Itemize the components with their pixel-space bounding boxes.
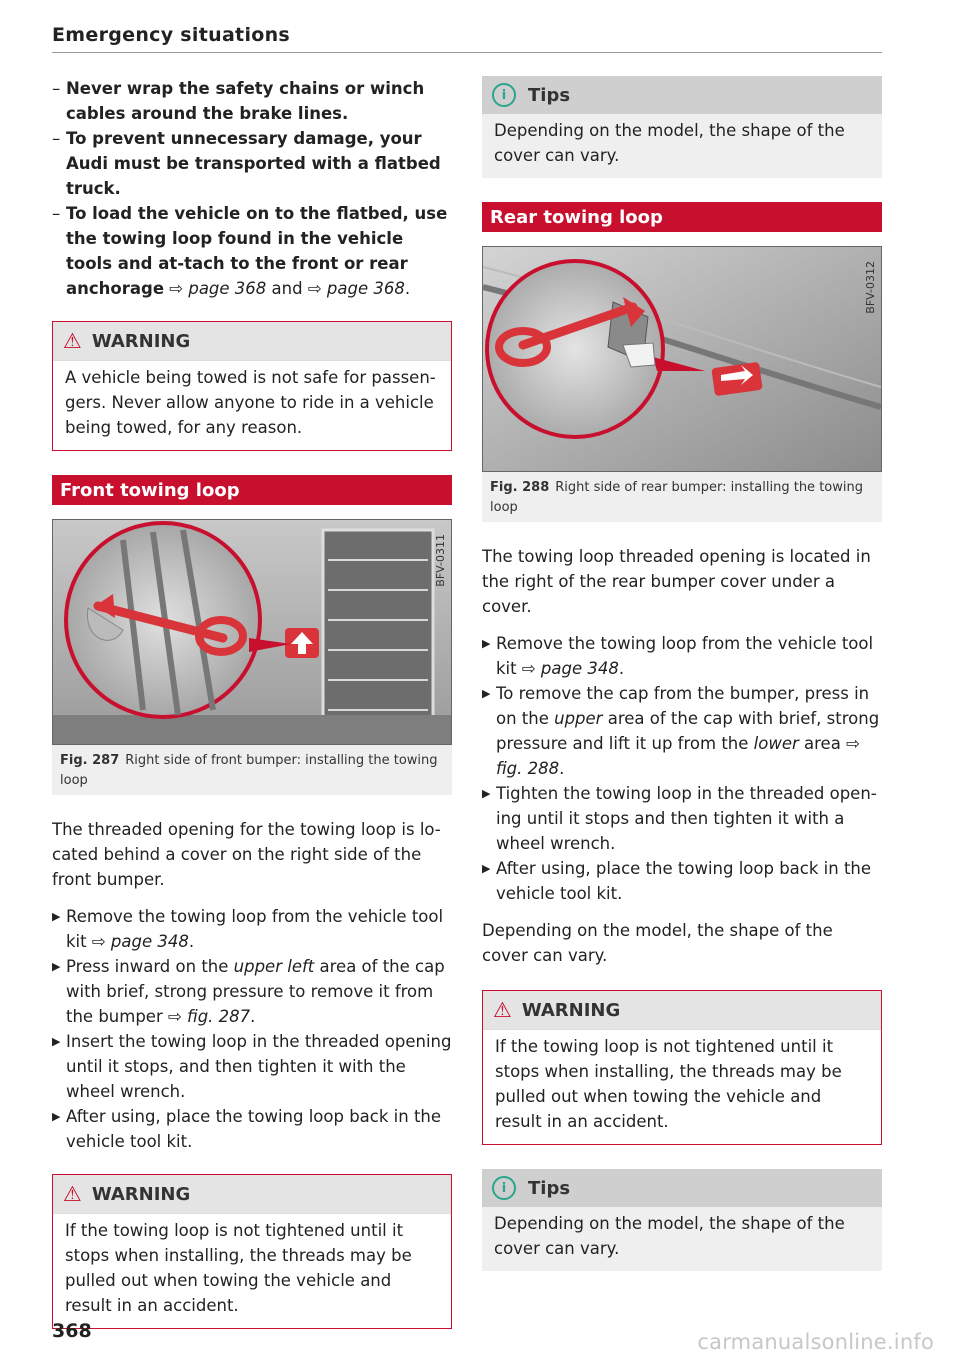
warning-heading: WARNING bbox=[521, 999, 621, 1021]
section-heading-front-towing-loop: Front towing loop bbox=[52, 475, 452, 505]
page-reference-link[interactable]: ⇨ page 348 bbox=[521, 659, 619, 678]
page-number: 368 bbox=[52, 1320, 92, 1342]
list-item: ▶ After using, place the towing loop back in the vehicle tool kit. bbox=[482, 856, 882, 906]
intro-paragraph: The threaded opening for the towing loop is lo-cated behind a cover on the right side of the front bumper. bbox=[52, 820, 441, 889]
figure-287 bbox=[52, 519, 452, 795]
info-icon: i bbox=[492, 83, 516, 107]
step-arrow-icon: ▶ bbox=[52, 1035, 61, 1048]
warning-box bbox=[52, 321, 452, 451]
warning-text: If the towing loop is not tightened until it stops when installing, the threads may be pulled out when towing the vehicle and result in an accident. bbox=[495, 1037, 842, 1131]
warning-heading: WARNING bbox=[91, 330, 191, 352]
warning-triangle-icon: ⚠ bbox=[493, 998, 512, 1022]
warning-box bbox=[482, 990, 882, 1145]
front-bumper-illustration bbox=[52, 519, 452, 745]
list-item: ▶ Insert the towing loop in the threaded opening until it stops, and then tighten it with the wheel wrench. bbox=[52, 1029, 452, 1104]
list-item: ▶ Tighten the towing loop in the threaded open-ing until it stops and then tighten it with a wheel wrench. bbox=[482, 781, 882, 856]
list-item: ▶ Press inward on the upper left area of the cap with brief, strong pressure to remove it from the bumper ⇨ fig. 287. bbox=[52, 954, 452, 1029]
front-bumper-drawing bbox=[53, 520, 451, 744]
page-reference-link[interactable]: ⇨ page 368 bbox=[307, 279, 405, 298]
list-item: – To prevent unnecessary damage, your Audi must be transported with a flatbed truck. bbox=[52, 129, 441, 198]
warning-heading: WARNING bbox=[91, 1183, 191, 1205]
list-item: ▶ Remove the towing loop from the vehicle tool kit ⇨ page 348. bbox=[482, 631, 882, 681]
warning-triangle-icon: ⚠ bbox=[63, 329, 82, 353]
list-item: ▶ Remove the towing loop from the vehicle tool kit ⇨ page 348. bbox=[52, 904, 452, 954]
step-arrow-icon: ▶ bbox=[482, 687, 491, 700]
tips-heading: Tips bbox=[528, 1177, 571, 1199]
figure-reference-link[interactable]: ⇨ fig. 287 bbox=[167, 1007, 251, 1026]
step-arrow-icon: ▶ bbox=[52, 910, 61, 923]
figure-code: BFV-0311 bbox=[434, 534, 447, 587]
figure-caption: Fig. 288 Right side of rear bumper: installing the towing loop bbox=[490, 480, 863, 515]
front-loop-steps bbox=[52, 904, 452, 1154]
figure-caption: Fig. 287 Right side of front bumper: installing the towing loop bbox=[60, 753, 438, 788]
figure-288 bbox=[482, 246, 882, 522]
step-arrow-icon: ▶ bbox=[482, 787, 491, 800]
tips-text: Depending on the model, the shape of the cover can vary. bbox=[494, 1214, 845, 1258]
list-item: – To load the vehicle on to the flatbed, use the towing loop found in the vehicle tools and at-tach to the front or rear anchorage ⇨ page 368 and ⇨ page 368. bbox=[52, 204, 448, 298]
tips-box bbox=[482, 1169, 882, 1271]
watermark: carmanualsonline.info bbox=[697, 1330, 934, 1354]
intro-paragraph: The towing loop threaded opening is located in the right of the rear bumper cover under a cover. bbox=[482, 547, 871, 616]
figure-code: BFV-0312 bbox=[864, 261, 877, 314]
tips-text: Depending on the model, the shape of the cover can vary. bbox=[494, 121, 845, 165]
warning-text: A vehicle being towed is not safe for passen-gers. Never allow anyone to ride in a vehicle being towed, for any reason. bbox=[65, 368, 436, 437]
warning-box bbox=[52, 1174, 452, 1329]
step-arrow-icon: ▶ bbox=[52, 960, 61, 973]
step-arrow-icon: ▶ bbox=[482, 862, 491, 875]
note-paragraph: Depending on the model, the shape of the cover can vary. bbox=[482, 921, 833, 965]
rear-loop-steps bbox=[482, 631, 882, 906]
rear-bumper-drawing bbox=[483, 247, 881, 471]
right-column bbox=[482, 76, 882, 1295]
chapter-title: Emergency situations bbox=[52, 24, 291, 46]
warning-text: If the towing loop is not tightened until it stops when installing, the threads may be pulled out when towing the vehicle and result in an accident. bbox=[65, 1221, 412, 1315]
towing-precautions-list bbox=[52, 76, 452, 301]
left-column bbox=[52, 76, 452, 1353]
rear-bumper-illustration bbox=[482, 246, 882, 472]
list-item: ▶ After using, place the towing loop back in the vehicle tool kit. bbox=[52, 1104, 452, 1154]
info-icon: i bbox=[492, 1176, 516, 1200]
warning-triangle-icon: ⚠ bbox=[63, 1182, 82, 1206]
step-arrow-icon: ▶ bbox=[482, 637, 491, 650]
page-header bbox=[52, 24, 882, 53]
section-heading-rear-towing-loop: Rear towing loop bbox=[482, 202, 882, 232]
list-item: – Never wrap the safety chains or winch cables around the brake lines. bbox=[52, 79, 425, 123]
figure-reference-link[interactable]: ⇨ fig. 288 bbox=[496, 734, 860, 778]
tips-heading: Tips bbox=[528, 84, 571, 106]
step-arrow-icon: ▶ bbox=[52, 1110, 61, 1123]
tips-box bbox=[482, 76, 882, 178]
list-item: ▶ To remove the cap from the bumper, press in on the upper area of the cap with brief, strong pressure and lift it up from the lower area ⇨ fig. 288. bbox=[482, 681, 882, 781]
page-reference-link[interactable]: ⇨ page 348 bbox=[91, 932, 189, 951]
page-reference-link[interactable]: ⇨ page 368 bbox=[169, 279, 267, 298]
